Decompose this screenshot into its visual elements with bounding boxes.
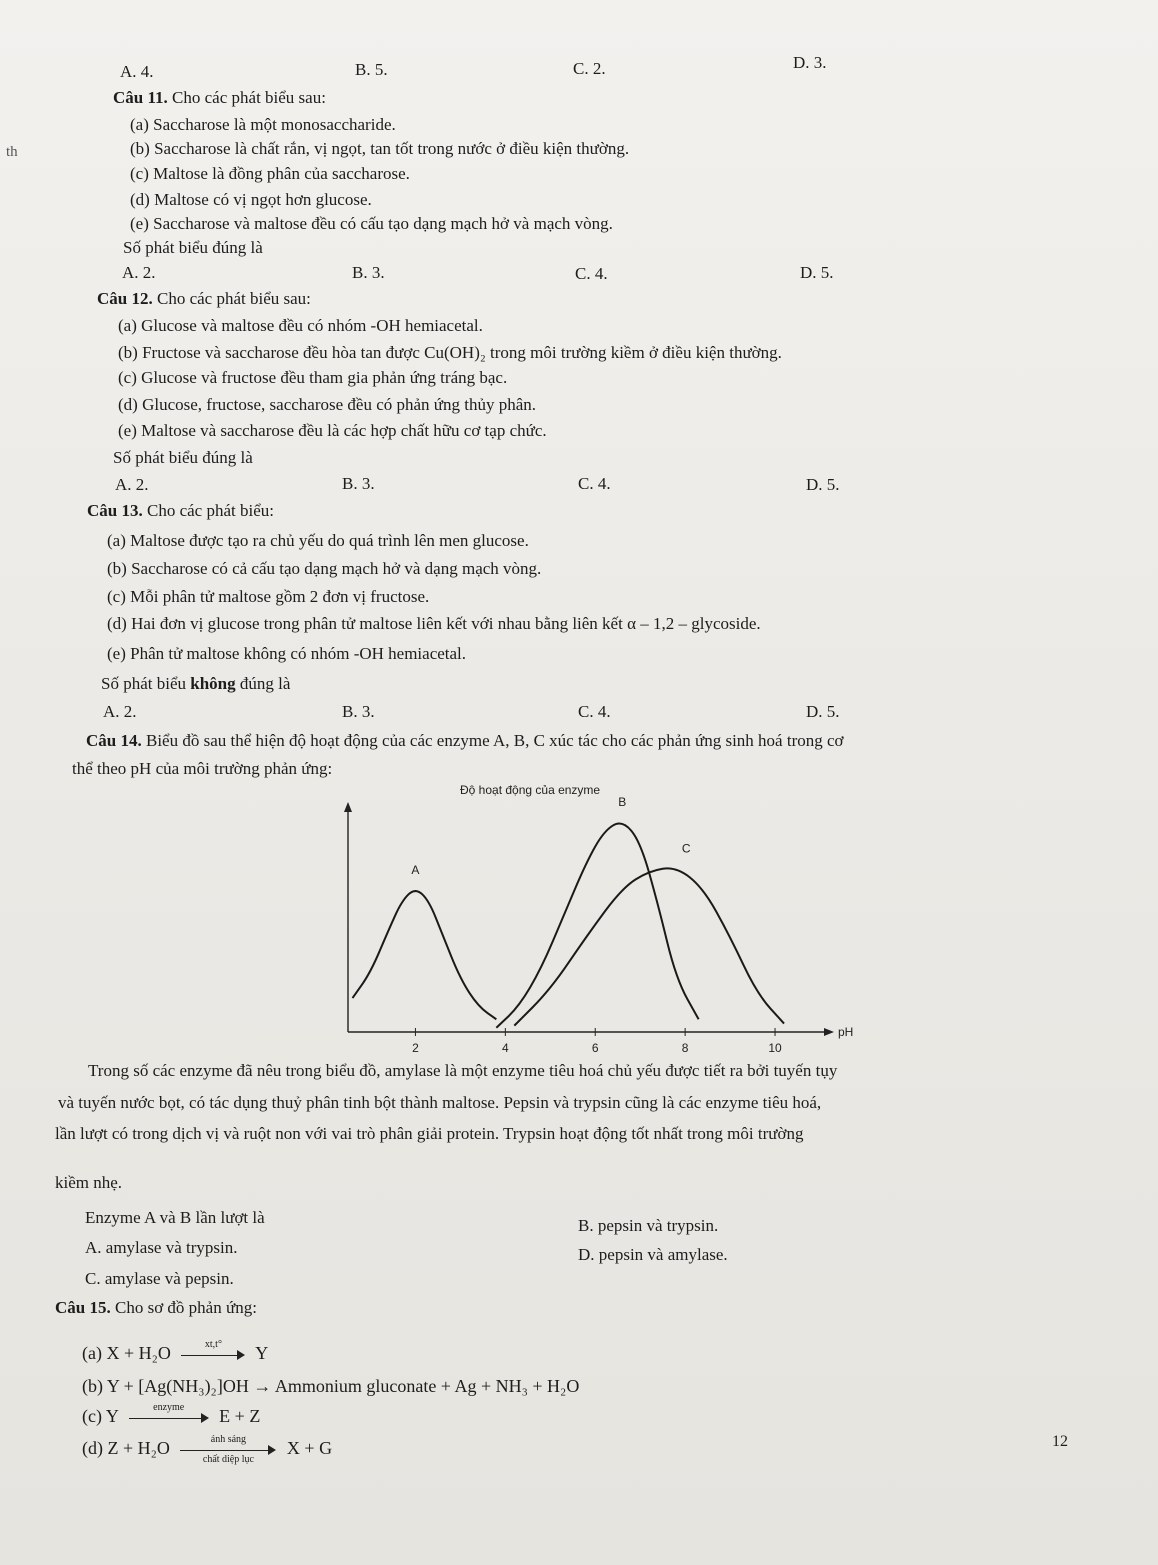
reaction-d-label: (d) xyxy=(82,1438,103,1458)
reaction-d-arrow xyxy=(180,1433,276,1465)
q14-ask: Enzyme A và B lần lượt là xyxy=(85,1208,265,1227)
q14-stem2: thể theo pH của môi trường phản ứng: xyxy=(72,759,333,778)
q13-ask-post: đúng là xyxy=(235,674,291,693)
q10-option-a: A. 4. xyxy=(120,62,154,81)
q12-title: Câu 12. xyxy=(97,289,153,308)
q12-item-d: (d) Glucose, fructose, saccharose đều có phản ứng thủy phân. xyxy=(118,395,537,414)
enzyme-activity-chart xyxy=(330,780,854,1070)
q11-heading xyxy=(113,88,326,108)
margin-mark: th xyxy=(6,144,18,160)
reaction-c-right: E + Z xyxy=(219,1406,261,1426)
q13-option-c: C. 4. xyxy=(578,702,611,721)
q14-option-b: B. pepsin và trypsin. xyxy=(578,1216,719,1235)
reaction-a-arrow xyxy=(181,1338,245,1365)
reaction-d-right: X + G xyxy=(286,1438,333,1458)
reaction-a xyxy=(82,1338,269,1365)
curve-c xyxy=(514,868,784,1025)
q12-item-a: (a) Glucose và maltose đều có nhóm -OH hemiacetal. xyxy=(118,316,483,335)
q12-stem: Cho các phát biểu sau: xyxy=(156,289,311,308)
q14-stem1: Biểu đồ sau thể hiện độ hoạt động của các enzyme A, B, C xúc tác cho các phản ứng sinh hoá trong cơ xyxy=(145,731,844,750)
curve-labels xyxy=(411,795,690,877)
q15-title: Câu 15. xyxy=(55,1298,111,1317)
q13-item-c: (c) Mỗi phân tử maltose gồm 2 đơn vị fructose. xyxy=(107,587,430,606)
q14-option-c: C. amylase và pepsin. xyxy=(85,1269,234,1288)
reaction-c-left: Y xyxy=(105,1406,119,1426)
q10-option-b: B. 5. xyxy=(355,60,388,79)
q11-item-a: (a) Saccharose là một monosaccharide. xyxy=(130,115,396,134)
x-tick-label: 2 xyxy=(412,1041,419,1055)
reaction-b: (b) Y + [Ag(NH₃)₂]OH → Ammonium gluconate + Ag + NH₃ + H₂O xyxy=(82,1376,580,1396)
q13-stem: Cho các phát biểu: xyxy=(146,501,274,520)
y-axis-arrow xyxy=(344,802,352,812)
reaction-c-arrow xyxy=(129,1401,209,1428)
q11-option-b: B. 3. xyxy=(352,263,385,282)
q14-heading xyxy=(86,731,844,751)
q12-item-b: (b) Fructose và saccharose đều hòa tan được Cu(OH)₂ trong môi trường kiềm ở điều kiện thường. xyxy=(118,343,782,362)
q12-option-b: B. 3. xyxy=(342,474,375,493)
reaction-a-left: X + H₂O xyxy=(106,1343,171,1363)
chart-canvas xyxy=(330,780,854,1070)
q11-item-b: (b) Saccharose là chất rắn, vị ngọt, tan tốt trong nước ở điều kiện thường. xyxy=(130,139,630,158)
q13-ask xyxy=(101,674,290,694)
x-axis-arrow xyxy=(824,1028,834,1036)
curve-label-a: A xyxy=(411,862,420,877)
q14-title: Câu 14. xyxy=(86,731,142,750)
q13-item-a: (a) Maltose được tạo ra chủ yếu do quá trình lên men glucose. xyxy=(107,531,529,550)
page-number: 12 xyxy=(1052,1433,1068,1450)
q11-option-c: C. 4. xyxy=(575,264,608,283)
q13-ask-pre: Số phát biểu xyxy=(101,674,191,693)
q14-para2: và tuyến nước bọt, có tác dụng thuỷ phân tinh bột thành maltose. Pepsin và trypsin cũng là các enzyme tiêu hoá, xyxy=(58,1093,822,1112)
reaction-a-condition: xt,t° xyxy=(204,1338,222,1350)
q14-para3: lần lượt có trong dịch vị và ruột non với vai trò phân giải protein. Trypsin hoạt động tốt nhất trong môi trường xyxy=(55,1124,804,1143)
q14-option-d: D. pepsin và amylase. xyxy=(578,1245,728,1264)
q13-heading xyxy=(87,501,274,521)
reaction-a-label: (a) xyxy=(82,1343,102,1363)
q11-item-e: (e) Saccharose và maltose đều có cấu tạo dạng mạch hở và mạch vòng. xyxy=(130,214,613,233)
curve-a xyxy=(352,891,496,1019)
x-axis-label: pH xyxy=(838,1025,854,1039)
q11-stem: Cho các phát biểu sau: xyxy=(172,88,326,107)
q12-option-a: A. 2. xyxy=(115,475,149,494)
reaction-d-condition-bottom: chất diệp lục xyxy=(202,1453,254,1465)
q13-option-d: D. 5. xyxy=(806,702,840,721)
curve-label-c: C xyxy=(681,841,691,856)
curves xyxy=(352,824,784,1028)
x-tick-label: 10 xyxy=(768,1041,782,1055)
x-tick-label: 8 xyxy=(681,1041,689,1055)
q12-item-c: (c) Glucose và fructose đều tham gia phản ứng tráng bạc. xyxy=(118,368,508,387)
q11-title: Câu 11. xyxy=(113,88,168,107)
q11-option-a: A. 2. xyxy=(122,263,156,282)
q11-option-d: D. 5. xyxy=(800,263,834,282)
q13-item-d: (d) Hai đơn vị glucose trong phân tử maltose liên kết với nhau bằng liên kết α – 1,2 – glycoside. xyxy=(107,614,761,633)
q15-stem: Cho sơ đồ phản ứng: xyxy=(114,1298,257,1317)
q12-ask: Số phát biểu đúng là xyxy=(113,448,253,467)
q13-title: Câu 13. xyxy=(87,501,143,520)
curve-label-b: B xyxy=(618,795,627,809)
q10-option-d: D. 3. xyxy=(793,53,827,72)
q13-ask-bold: không xyxy=(190,674,236,693)
chart-title: Độ hoạt động của enzyme xyxy=(460,783,601,797)
q14-para1: Trong số các enzyme đã nêu trong biểu đồ, amylase là một enzyme tiêu hoá chủ yếu được tiết ra bởi tuyến tụy xyxy=(88,1061,838,1080)
q12-option-c: C. 4. xyxy=(578,474,611,493)
reaction-c xyxy=(82,1401,261,1428)
q12-option-d: D. 5. xyxy=(806,475,840,494)
q13-item-b: (b) Saccharose có cả cấu tạo dạng mạch hở và dạng mạch vòng. xyxy=(107,559,542,578)
q13-option-b: B. 3. xyxy=(342,702,375,721)
reaction-d xyxy=(82,1433,333,1465)
q11-item-c: (c) Maltose là đồng phân của saccharose. xyxy=(130,164,410,183)
x-tick-label: 4 xyxy=(501,1041,509,1055)
q12-item-e: (e) Maltose và saccharose đều là các hợp chất hữu cơ tạp chức. xyxy=(118,421,547,440)
reaction-d-condition-top: ánh sáng xyxy=(210,1433,247,1445)
q15-heading xyxy=(55,1298,257,1318)
x-tick-label: 6 xyxy=(591,1041,599,1055)
q10-option-c: C. 2. xyxy=(573,59,606,78)
reaction-c-condition: enzyme xyxy=(153,1401,185,1413)
reaction-a-right: Y xyxy=(255,1343,269,1363)
q11-ask: Số phát biểu đúng là xyxy=(123,238,263,257)
q11-item-d: (d) Maltose có vị ngọt hơn glucose. xyxy=(130,190,372,209)
reaction-c-label: (c) xyxy=(82,1406,102,1426)
q14-option-a: A. amylase và trypsin. xyxy=(85,1238,238,1257)
curve-b xyxy=(496,824,698,1028)
q13-item-e: (e) Phân tử maltose không có nhóm -OH hemiacetal. xyxy=(107,644,467,663)
q12-heading xyxy=(97,289,311,309)
q13-option-a: A. 2. xyxy=(103,702,137,721)
q14-para4: kiềm nhẹ. xyxy=(55,1173,123,1192)
reaction-d-left: Z + H₂O xyxy=(107,1438,170,1458)
